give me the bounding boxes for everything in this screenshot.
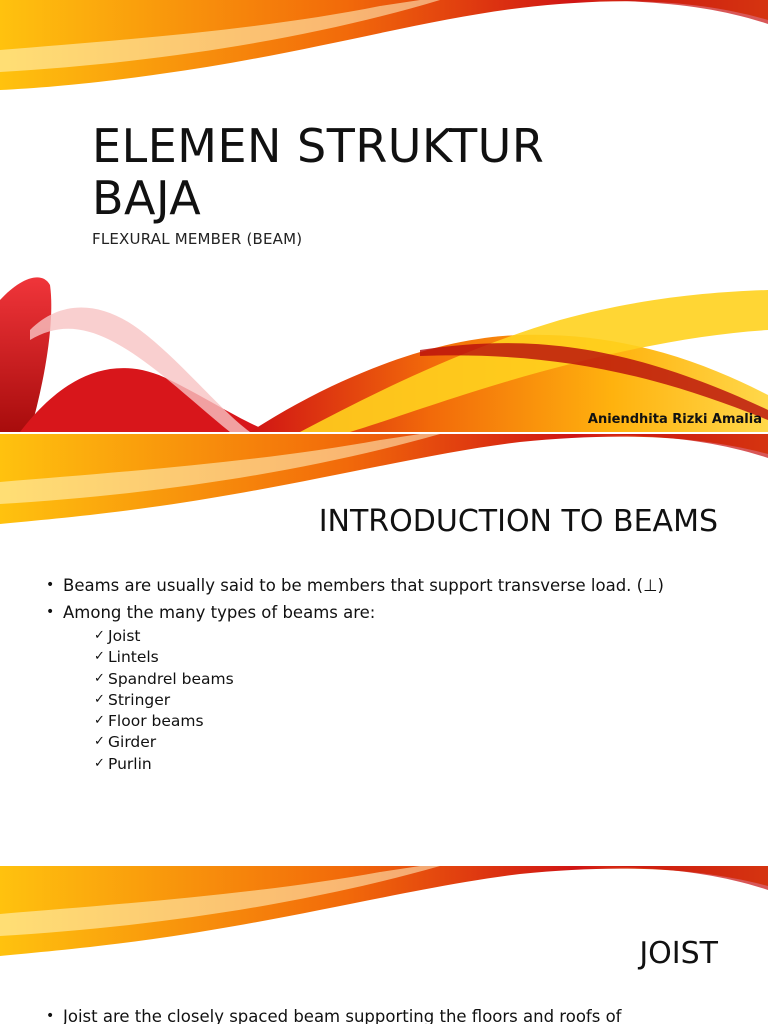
list-item: ✓ Spandrel beams <box>94 669 234 688</box>
bullet-icon: • <box>46 604 55 620</box>
beam-types-list <box>94 626 746 775</box>
list-item: ✓ Joist <box>94 627 141 645</box>
presentation-title: ELEMEN STRUKTUR BAJA <box>92 119 545 225</box>
title-slide <box>0 0 768 432</box>
bullet-icon: • <box>46 1008 55 1024</box>
list-item: • Among the many types of beams are: ✓ Joist ✓ Lintels ✓ Spandrel beams ✓ Stringer ✓ Floor beams ✓ Girder ✓ Purlin <box>46 599 746 775</box>
presentation-subtitle: FLEXURAL MEMBER (BEAM) <box>92 230 303 248</box>
author-name: Aniendhita Rizki Amalia <box>587 412 762 427</box>
checkmark-icon: ✓ <box>94 755 105 771</box>
list-item: ✓ Girder <box>94 733 157 752</box>
bullet-icon: • <box>46 577 55 593</box>
checkmark-icon: ✓ <box>94 734 105 750</box>
list-item: • Beams are usually said to be members that support transverse load. (⊥) <box>46 572 746 599</box>
checkmark-icon: ✓ <box>94 670 105 686</box>
list-item: ✓ Floor beams <box>94 712 204 731</box>
list-item: ✓ Purlin <box>94 754 152 773</box>
slide-title: JOIST <box>639 936 718 971</box>
list-item: ✓ Lintels <box>94 648 159 667</box>
bullet-list <box>46 1003 746 1024</box>
checkmark-icon: ✓ <box>94 691 105 707</box>
slide-title: INTRODUCTION TO BEAMS <box>318 504 718 539</box>
checkmark-icon: ✓ <box>94 649 105 665</box>
checkmark-icon: ✓ <box>94 713 105 729</box>
bullet-list <box>46 572 746 775</box>
list-item: ✓ Stringer <box>94 690 171 709</box>
checkmark-icon: ✓ <box>94 628 105 643</box>
content-slide-joist <box>0 866 768 1024</box>
list-item: • Joist are the closely spaced beam supporting the floors and roofs of <box>46 1003 746 1024</box>
content-slide-introduction <box>0 434 768 866</box>
